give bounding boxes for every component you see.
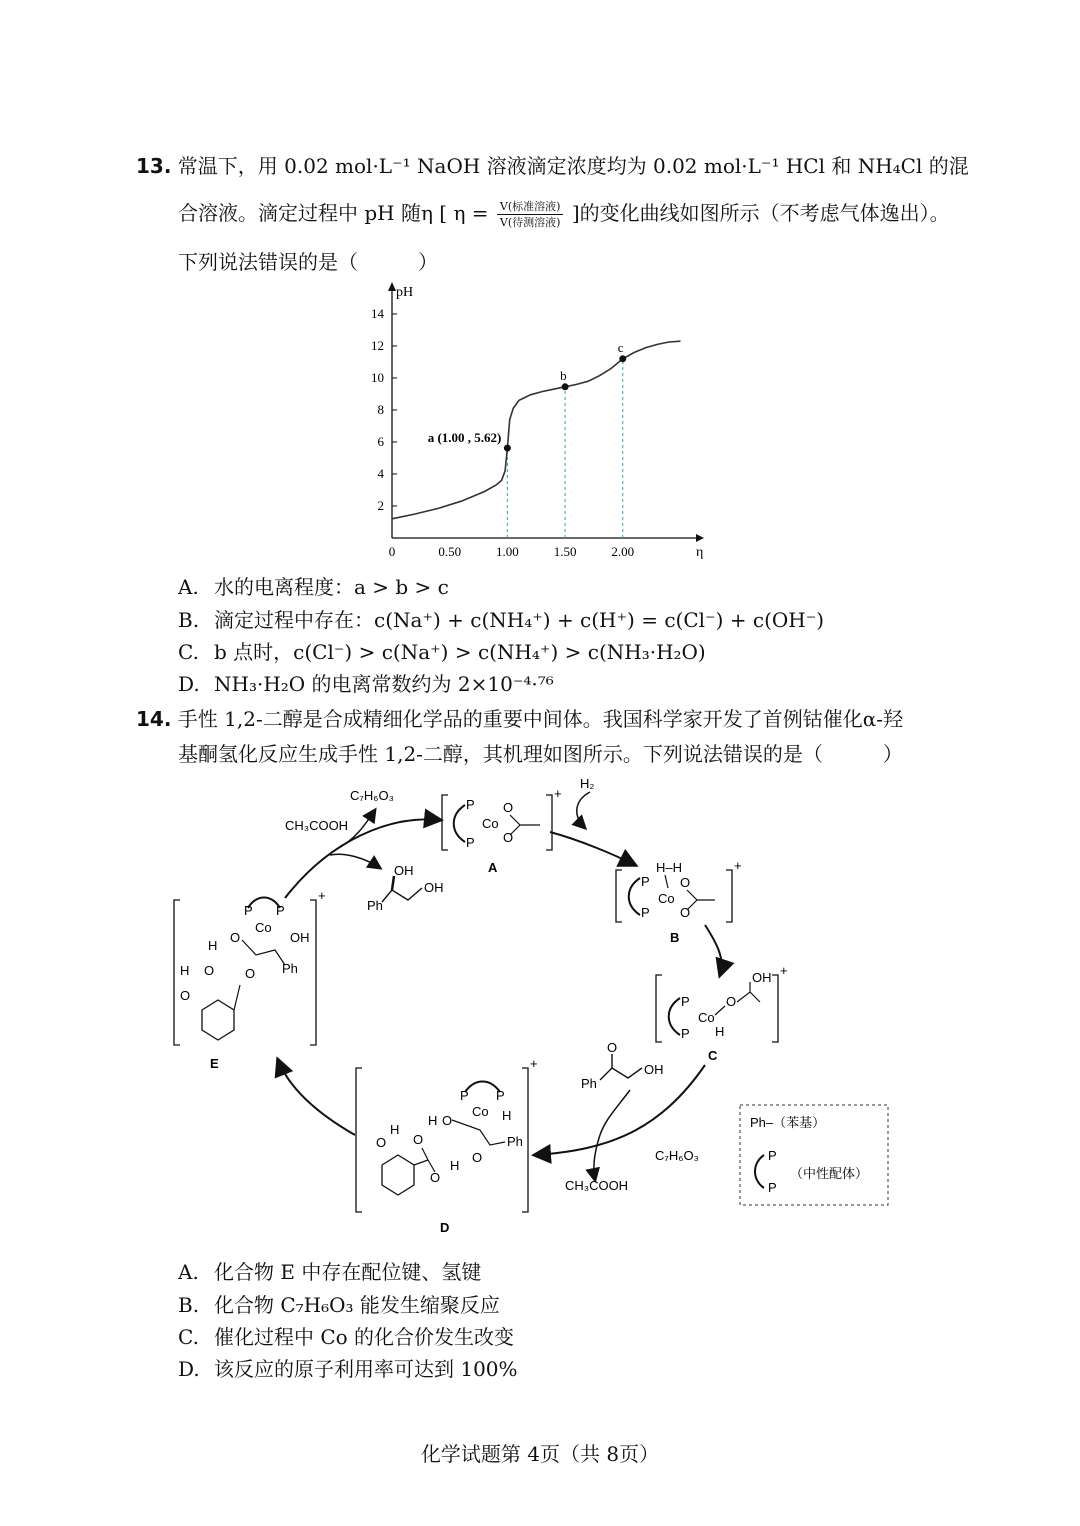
svg-text:O: O bbox=[180, 988, 191, 1003]
arrow-a-to-b bbox=[550, 832, 635, 865]
q13-option-c bbox=[178, 636, 706, 665]
q14-option-c bbox=[178, 1321, 514, 1350]
q13-option-b bbox=[178, 604, 824, 633]
svg-text:O: O bbox=[230, 930, 241, 945]
complex-e bbox=[174, 888, 326, 1071]
y-tick-label: 10 bbox=[371, 370, 384, 385]
option-text: 水的电离程度：a > b > c bbox=[214, 575, 449, 599]
q13-number: 13. bbox=[136, 154, 172, 178]
product-diol bbox=[367, 863, 444, 913]
svg-text:B: B bbox=[670, 930, 680, 945]
legend-box bbox=[740, 1105, 888, 1205]
svg-text:O: O bbox=[376, 1135, 387, 1150]
arrow-c-to-d bbox=[535, 1065, 705, 1155]
svg-text:H: H bbox=[428, 1113, 438, 1128]
svg-text:O: O bbox=[607, 1040, 618, 1055]
complex-c bbox=[656, 963, 788, 1063]
svg-text:O: O bbox=[413, 1132, 424, 1147]
svg-text:O: O bbox=[726, 994, 737, 1009]
svg-text:OH: OH bbox=[394, 863, 414, 878]
y-tick-label: 6 bbox=[377, 434, 384, 449]
x-tick-label: 1.00 bbox=[496, 544, 519, 559]
q14-line2: 基酮氢化反应生成手性 1,2-二醇，其机理如图所示。下列说法错误的是（ ） bbox=[178, 742, 903, 766]
svg-text:P: P bbox=[244, 903, 253, 918]
q14-number: 14. bbox=[136, 707, 172, 731]
x-tick-label: 2.00 bbox=[611, 544, 635, 559]
svg-text:Ph: Ph bbox=[507, 1134, 523, 1149]
frac-denominator: V(待测溶液) bbox=[499, 216, 561, 229]
svg-text:O: O bbox=[430, 1170, 441, 1185]
svg-text:P: P bbox=[681, 994, 690, 1009]
arrow-substrate-in bbox=[600, 1090, 630, 1135]
svg-text:O: O bbox=[503, 800, 514, 815]
svg-text:D: D bbox=[440, 1220, 450, 1235]
complex-b bbox=[616, 858, 742, 945]
svg-text:+: + bbox=[530, 1056, 538, 1071]
option-text: 化合物 E 中存在配位键、氢键 bbox=[214, 1260, 482, 1284]
svg-text:+: + bbox=[734, 858, 742, 873]
catalytic-cycle-diagram bbox=[160, 770, 900, 1240]
svg-text:O: O bbox=[680, 875, 691, 890]
svg-text:H: H bbox=[390, 1122, 400, 1137]
svg-text:H: H bbox=[450, 1158, 460, 1173]
frac-numerator: V(标准溶液) bbox=[497, 199, 564, 215]
svg-text:+: + bbox=[554, 786, 562, 801]
svg-text:OH: OH bbox=[752, 970, 772, 985]
option-text: 该反应的原子利用率可达到 100% bbox=[214, 1357, 518, 1381]
svg-text:O: O bbox=[680, 905, 691, 920]
svg-text:OH: OH bbox=[424, 880, 444, 895]
q14-line1 bbox=[136, 703, 903, 732]
eta-fraction bbox=[497, 199, 564, 230]
q14-option-a bbox=[178, 1256, 481, 1285]
svg-text:O: O bbox=[204, 963, 215, 978]
y-axis-arrow bbox=[388, 282, 396, 291]
svg-text:OH: OH bbox=[644, 1062, 664, 1077]
svg-text:P: P bbox=[466, 835, 475, 850]
svg-text:Ph: Ph bbox=[282, 961, 298, 976]
x-tick-label: 0 bbox=[388, 544, 396, 559]
complex-d bbox=[356, 1056, 538, 1235]
svg-text:Co: Co bbox=[482, 816, 499, 831]
svg-text:Ph: Ph bbox=[581, 1076, 597, 1091]
y-tick-label: 12 bbox=[371, 338, 384, 353]
option-text: 化合物 C₇H₆O₃ 能发生缩聚反应 bbox=[214, 1293, 500, 1317]
svg-text:O: O bbox=[503, 830, 514, 845]
reagent-h2: H₂ bbox=[580, 776, 595, 791]
svg-text:OH: OH bbox=[290, 930, 310, 945]
q13-option-d bbox=[178, 668, 554, 697]
option-label: B. bbox=[178, 608, 200, 632]
arrow-b-to-c bbox=[705, 925, 722, 975]
y-tick-label: 2 bbox=[377, 498, 384, 513]
complex-a bbox=[442, 786, 562, 875]
svg-text:P: P bbox=[641, 874, 650, 889]
svg-text:P: P bbox=[496, 1088, 505, 1103]
substrate-hydroxyketone bbox=[581, 1040, 664, 1091]
svg-text:P: P bbox=[460, 1088, 469, 1103]
legend-phenyl: Ph–（苯基） bbox=[750, 1115, 826, 1130]
point-label-c: c bbox=[617, 339, 624, 355]
arrow-ch3cooh-out bbox=[594, 1135, 600, 1180]
point-label-a: a (1.00 , 5.62) bbox=[427, 430, 502, 446]
option-label: C. bbox=[178, 640, 199, 664]
q13-option-a bbox=[178, 571, 449, 600]
svg-text:H: H bbox=[502, 1108, 512, 1123]
q14-option-d bbox=[178, 1353, 518, 1382]
arrow-d-to-e bbox=[278, 1060, 355, 1135]
point-label-b: b bbox=[560, 367, 567, 383]
svg-text:+: + bbox=[780, 963, 788, 978]
svg-text:P: P bbox=[681, 1026, 690, 1041]
y-tick-label: 4 bbox=[377, 466, 384, 481]
svg-text:Ph: Ph bbox=[367, 898, 383, 913]
option-text: 催化过程中 Co 的化合价发生改变 bbox=[214, 1325, 515, 1349]
svg-text:H: H bbox=[180, 963, 190, 978]
y-axis-label: pH bbox=[396, 285, 414, 300]
option-label: A. bbox=[178, 1260, 199, 1284]
option-label: C. bbox=[178, 1325, 199, 1349]
option-text: NH₃·H₂O 的电离常数约为 2×10⁻⁴·⁷⁶ bbox=[214, 672, 554, 696]
option-text: b 点时，c(Cl⁻) > c(Na⁺) > c(NH₄⁺) > c(NH₃·H₂O) bbox=[214, 640, 706, 664]
svg-text:E: E bbox=[210, 1056, 219, 1071]
data-point-c bbox=[619, 355, 626, 362]
svg-text:O: O bbox=[442, 1113, 453, 1128]
y-tick-label: 14 bbox=[371, 306, 384, 321]
svg-text:H: H bbox=[715, 1024, 725, 1039]
y-tick-label: 8 bbox=[377, 402, 384, 417]
reagent-c7h6o3-top: C₇H₆O₃ bbox=[350, 788, 394, 803]
q14-text-1: 手性 1,2-二醇是合成精细化学品的重要中间体。我国科学家开发了首例钴催化α-羟 bbox=[177, 707, 903, 731]
svg-text:H: H bbox=[208, 938, 218, 953]
svg-text:+: + bbox=[318, 888, 326, 903]
svg-text:Co: Co bbox=[658, 891, 675, 906]
q14-option-b bbox=[178, 1289, 500, 1318]
svg-text:Co: Co bbox=[255, 920, 272, 935]
arrow-release-diol bbox=[330, 854, 380, 868]
arrow-h2-in bbox=[577, 792, 590, 828]
data-point-a bbox=[504, 445, 511, 452]
legend-ligand: （中性配体） bbox=[790, 1166, 869, 1181]
svg-text:P: P bbox=[768, 1180, 777, 1195]
q13-line2 bbox=[178, 197, 950, 230]
x-axis-label: η bbox=[696, 545, 704, 560]
svg-text:P: P bbox=[466, 797, 475, 812]
x-axis-arrow bbox=[696, 534, 704, 542]
q13-line3: 下列说法错误的是（ ） bbox=[178, 250, 438, 274]
option-label: A. bbox=[178, 575, 199, 599]
q13-text-2a: 合溶液。滴定过程中 pH 随η [ η = bbox=[178, 201, 489, 225]
svg-text:Co: Co bbox=[698, 1010, 715, 1025]
svg-text:A: A bbox=[488, 860, 498, 875]
svg-text:Co: Co bbox=[472, 1104, 489, 1119]
reagent-ch3cooh-bottom: CH₃COOH bbox=[565, 1178, 629, 1193]
svg-text:P: P bbox=[276, 903, 285, 918]
option-label: D. bbox=[178, 672, 200, 696]
page-footer: 化学试题第 4页（共 8页） bbox=[420, 1442, 660, 1466]
x-tick-label: 1.50 bbox=[553, 544, 577, 559]
option-label: B. bbox=[178, 1293, 200, 1317]
q13-line1 bbox=[136, 150, 969, 179]
ph-titration-chart bbox=[355, 280, 715, 565]
q13-text-2b: ]的变化曲线如图所示（不考虑气体逸出）。 bbox=[571, 201, 950, 225]
data-point-b bbox=[562, 383, 569, 390]
q13-text-1: 常温下，用 0.02 mol·L⁻¹ NaOH 溶液滴定浓度均为 0.02 mol·L⁻¹ HCl 和 NH₄Cl 的混 bbox=[177, 154, 969, 178]
option-label: D. bbox=[178, 1357, 200, 1381]
svg-text:P: P bbox=[641, 905, 650, 920]
svg-text:H–H: H–H bbox=[656, 860, 683, 875]
svg-text:C: C bbox=[708, 1048, 718, 1063]
svg-text:O: O bbox=[472, 1150, 483, 1165]
reagent-c7h6o3-bottom: C₇H₆O₃ bbox=[655, 1148, 699, 1163]
svg-text:P: P bbox=[768, 1148, 777, 1163]
x-tick-label: 0.50 bbox=[438, 544, 462, 559]
option-text: 滴定过程中存在：c(Na⁺) + c(NH₄⁺) + c(H⁺) = c(Cl⁻) + c(OH⁻) bbox=[214, 608, 825, 632]
svg-text:O: O bbox=[245, 966, 256, 981]
reagent-ch3cooh-top: CH₃COOH bbox=[285, 818, 349, 833]
